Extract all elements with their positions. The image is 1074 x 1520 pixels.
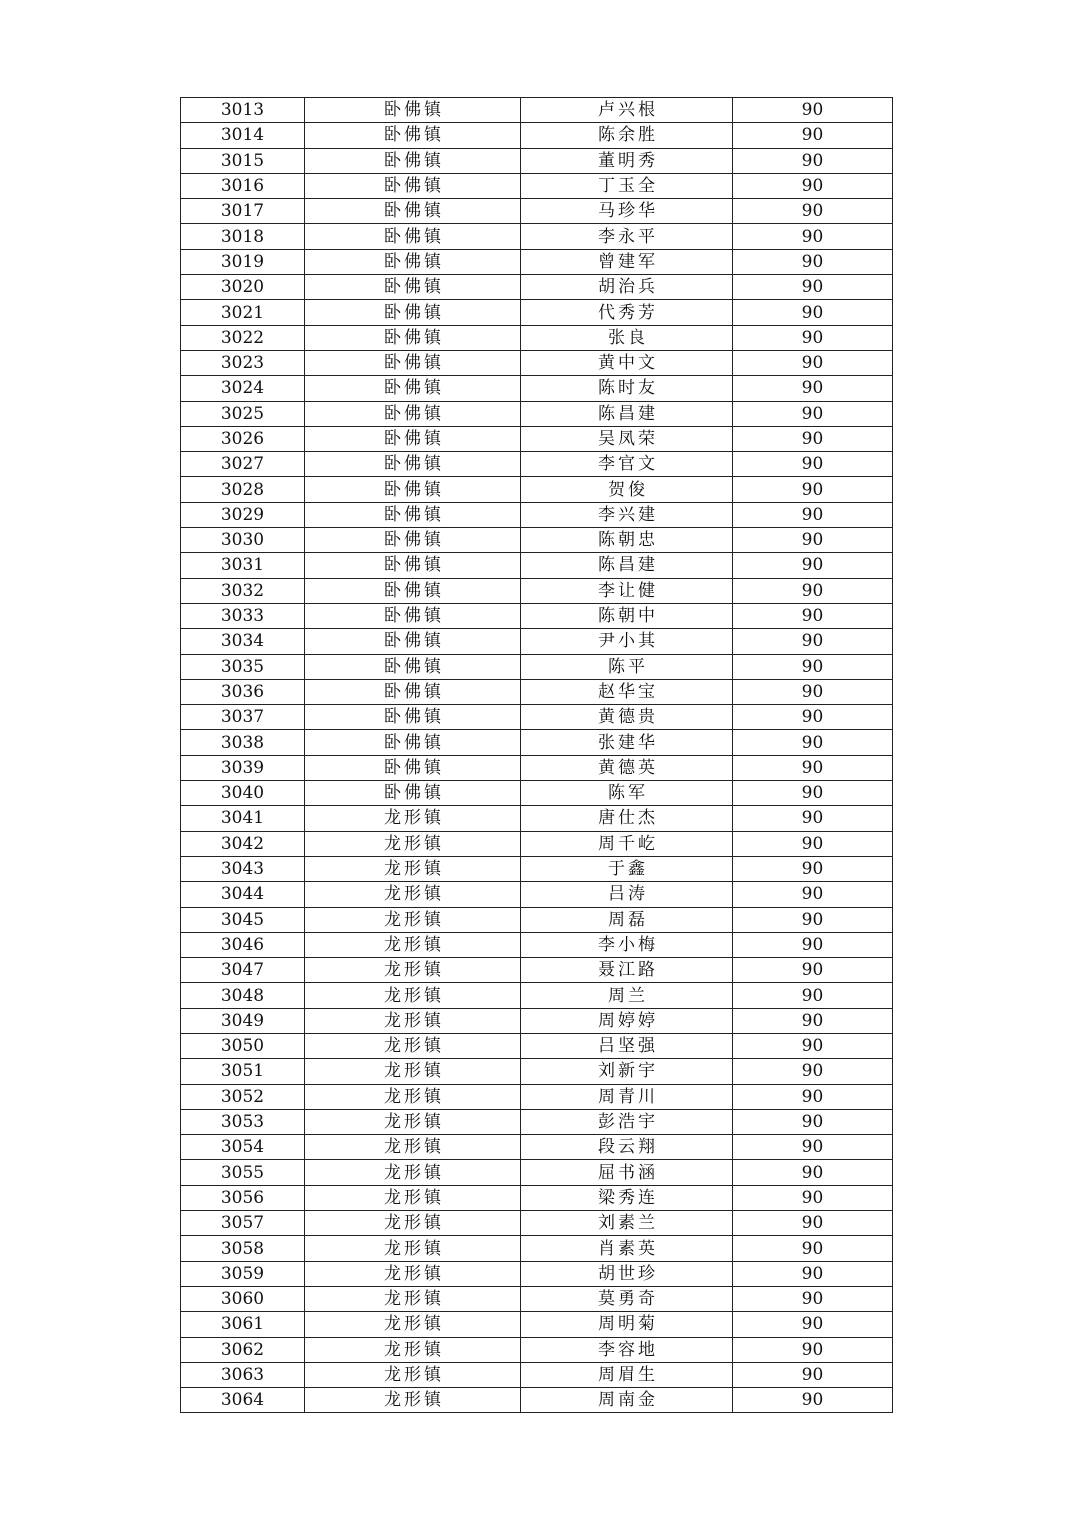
score-cell: 90 [733,502,893,527]
name-cell: 曾建军 [521,249,733,274]
name-cell: 周眉生 [521,1362,733,1387]
row-number-cell: 3042 [181,831,305,856]
score-cell: 90 [733,1135,893,1160]
row-number-cell: 3023 [181,350,305,375]
row-number-cell: 3063 [181,1362,305,1387]
table-row [181,1261,893,1286]
name-cell: 李兴建 [521,502,733,527]
name-cell: 于鑫 [521,856,733,881]
score-cell: 90 [733,350,893,375]
table-row [181,1059,893,1084]
table-row [181,856,893,881]
name-cell: 陈军 [521,781,733,806]
row-number-cell: 3014 [181,123,305,148]
table-row [181,578,893,603]
name-cell: 吴凤荣 [521,426,733,451]
score-cell: 90 [733,1109,893,1134]
town-cell: 龙形镇 [305,1312,521,1337]
row-number-cell: 3028 [181,477,305,502]
table-row [181,401,893,426]
name-cell: 黄德英 [521,755,733,780]
score-cell: 90 [733,1211,893,1236]
row-number-cell: 3059 [181,1261,305,1286]
name-cell: 卢兴根 [521,98,733,123]
score-cell: 90 [733,958,893,983]
town-cell: 卧佛镇 [305,426,521,451]
name-cell: 胡世珍 [521,1261,733,1286]
table-row [181,629,893,654]
name-cell: 胡治兵 [521,275,733,300]
score-cell: 90 [733,856,893,881]
name-cell: 黄德贵 [521,705,733,730]
score-cell: 90 [733,679,893,704]
town-cell: 卧佛镇 [305,173,521,198]
score-cell: 90 [733,249,893,274]
score-cell: 90 [733,781,893,806]
name-cell: 陈朝忠 [521,528,733,553]
name-cell: 周明菊 [521,1312,733,1337]
score-cell: 90 [733,1388,893,1413]
row-number-cell: 3048 [181,983,305,1008]
town-cell: 龙形镇 [305,856,521,881]
score-cell: 90 [733,1261,893,1286]
table-row [181,1337,893,1362]
town-cell: 卧佛镇 [305,502,521,527]
score-cell: 90 [733,755,893,780]
score-cell: 90 [733,1008,893,1033]
row-number-cell: 3047 [181,958,305,983]
score-cell: 90 [733,907,893,932]
table-row [181,1286,893,1311]
name-cell: 刘新宇 [521,1059,733,1084]
town-cell: 龙形镇 [305,1362,521,1387]
table-row [181,477,893,502]
score-cell: 90 [733,553,893,578]
name-cell: 周婷婷 [521,1008,733,1033]
score-cell: 90 [733,376,893,401]
town-cell: 龙形镇 [305,831,521,856]
name-cell: 尹小其 [521,629,733,654]
town-cell: 龙形镇 [305,1008,521,1033]
table-row [181,199,893,224]
name-cell: 肖素英 [521,1236,733,1261]
name-cell: 赵华宝 [521,679,733,704]
row-number-cell: 3022 [181,325,305,350]
table-row [181,528,893,553]
name-cell: 陈余胜 [521,123,733,148]
row-number-cell: 3020 [181,275,305,300]
name-cell: 周青川 [521,1084,733,1109]
score-cell: 90 [733,1236,893,1261]
table-row [181,275,893,300]
town-cell: 龙形镇 [305,1211,521,1236]
town-cell: 卧佛镇 [305,553,521,578]
town-cell: 卧佛镇 [305,98,521,123]
table-row [181,603,893,628]
row-number-cell: 3040 [181,781,305,806]
table-row [181,502,893,527]
table-row [181,1084,893,1109]
score-cell: 90 [733,983,893,1008]
town-cell: 卧佛镇 [305,275,521,300]
town-cell: 龙形镇 [305,1084,521,1109]
town-cell: 卧佛镇 [305,477,521,502]
table-row [181,932,893,957]
town-cell: 卧佛镇 [305,654,521,679]
town-cell: 卧佛镇 [305,528,521,553]
table-row [181,452,893,477]
table-row [181,882,893,907]
name-cell: 陈昌建 [521,401,733,426]
score-cell: 90 [733,1312,893,1337]
score-cell: 90 [733,528,893,553]
town-cell: 卧佛镇 [305,730,521,755]
score-cell: 90 [733,1362,893,1387]
name-cell: 李小梅 [521,932,733,957]
row-number-cell: 3016 [181,173,305,198]
name-cell: 陈昌建 [521,553,733,578]
name-cell: 聂江路 [521,958,733,983]
table-row [181,1211,893,1236]
row-number-cell: 3043 [181,856,305,881]
score-cell: 90 [733,654,893,679]
town-cell: 卧佛镇 [305,755,521,780]
table-row [181,1362,893,1387]
town-cell: 卧佛镇 [305,199,521,224]
row-number-cell: 3044 [181,882,305,907]
row-number-cell: 3049 [181,1008,305,1033]
town-cell: 龙形镇 [305,1337,521,1362]
row-number-cell: 3031 [181,553,305,578]
town-cell: 卧佛镇 [305,452,521,477]
score-cell: 90 [733,932,893,957]
name-cell: 李永平 [521,224,733,249]
row-number-cell: 3058 [181,1236,305,1261]
town-cell: 龙形镇 [305,932,521,957]
table-row [181,376,893,401]
town-cell: 卧佛镇 [305,300,521,325]
town-cell: 龙形镇 [305,1109,521,1134]
table-row [181,958,893,983]
name-cell: 马珍华 [521,199,733,224]
row-number-cell: 3015 [181,148,305,173]
table-body [181,98,893,1413]
row-number-cell: 3027 [181,452,305,477]
row-number-cell: 3032 [181,578,305,603]
row-number-cell: 3034 [181,629,305,654]
row-number-cell: 3017 [181,199,305,224]
row-number-cell: 3035 [181,654,305,679]
name-cell: 彭浩宇 [521,1109,733,1134]
row-number-cell: 3056 [181,1185,305,1210]
name-cell: 陈时友 [521,376,733,401]
row-number-cell: 3053 [181,1109,305,1134]
score-cell: 90 [733,730,893,755]
table-row [181,806,893,831]
name-cell: 唐仕杰 [521,806,733,831]
row-number-cell: 3051 [181,1059,305,1084]
score-cell: 90 [733,1033,893,1058]
score-cell: 90 [733,123,893,148]
score-cell: 90 [733,578,893,603]
table-row [181,730,893,755]
town-cell: 龙形镇 [305,1388,521,1413]
row-number-cell: 3062 [181,1337,305,1362]
row-number-cell: 3046 [181,932,305,957]
row-number-cell: 3013 [181,98,305,123]
row-number-cell: 3021 [181,300,305,325]
score-cell: 90 [733,629,893,654]
name-cell: 贺俊 [521,477,733,502]
row-number-cell: 3018 [181,224,305,249]
name-cell: 张良 [521,325,733,350]
town-cell: 龙形镇 [305,907,521,932]
score-cell: 90 [733,401,893,426]
score-cell: 90 [733,452,893,477]
table-row [181,1135,893,1160]
name-cell: 莫勇奇 [521,1286,733,1311]
name-cell: 吕涛 [521,882,733,907]
row-number-cell: 3041 [181,806,305,831]
table-row [181,654,893,679]
town-cell: 卧佛镇 [305,376,521,401]
row-number-cell: 3026 [181,426,305,451]
name-cell: 吕坚强 [521,1033,733,1058]
town-cell: 卧佛镇 [305,603,521,628]
score-cell: 90 [733,173,893,198]
town-cell: 卧佛镇 [305,325,521,350]
name-cell: 陈朝中 [521,603,733,628]
town-cell: 卧佛镇 [305,224,521,249]
table-row [181,1388,893,1413]
town-cell: 龙形镇 [305,1160,521,1185]
score-cell: 90 [733,275,893,300]
score-cell: 90 [733,806,893,831]
row-number-cell: 3036 [181,679,305,704]
row-number-cell: 3029 [181,502,305,527]
row-number-cell: 3030 [181,528,305,553]
town-cell: 卧佛镇 [305,148,521,173]
row-number-cell: 3050 [181,1033,305,1058]
score-cell: 90 [733,224,893,249]
town-cell: 卧佛镇 [305,249,521,274]
town-cell: 龙形镇 [305,1286,521,1311]
row-number-cell: 3045 [181,907,305,932]
name-cell: 刘素兰 [521,1211,733,1236]
town-cell: 卧佛镇 [305,578,521,603]
name-cell: 代秀芳 [521,300,733,325]
table-row [181,1185,893,1210]
name-cell: 李让健 [521,578,733,603]
table-row [181,350,893,375]
row-number-cell: 3061 [181,1312,305,1337]
town-cell: 卧佛镇 [305,705,521,730]
name-cell: 陈平 [521,654,733,679]
name-cell: 梁秀连 [521,1185,733,1210]
table-row [181,300,893,325]
table-row [181,1312,893,1337]
row-number-cell: 3037 [181,705,305,730]
name-cell: 屈书涵 [521,1160,733,1185]
score-cell: 90 [733,148,893,173]
score-cell: 90 [733,426,893,451]
table-row [181,123,893,148]
name-cell: 董明秀 [521,148,733,173]
score-cell: 90 [733,199,893,224]
table-row [181,98,893,123]
row-number-cell: 3039 [181,755,305,780]
score-cell: 90 [733,831,893,856]
table-row [181,983,893,1008]
row-number-cell: 3019 [181,249,305,274]
score-cell: 90 [733,1084,893,1109]
row-number-cell: 3055 [181,1160,305,1185]
table-row [181,679,893,704]
town-cell: 龙形镇 [305,1033,521,1058]
table-row [181,1033,893,1058]
town-cell: 卧佛镇 [305,350,521,375]
row-number-cell: 3060 [181,1286,305,1311]
row-number-cell: 3033 [181,603,305,628]
name-cell: 李官文 [521,452,733,477]
town-cell: 卧佛镇 [305,123,521,148]
table-row [181,831,893,856]
table-row [181,781,893,806]
score-cell: 90 [733,1059,893,1084]
score-cell: 90 [733,1286,893,1311]
score-cell: 90 [733,882,893,907]
table-row [181,1236,893,1261]
row-number-cell: 3064 [181,1388,305,1413]
table-row [181,249,893,274]
score-cell: 90 [733,98,893,123]
table-row [181,705,893,730]
town-cell: 龙形镇 [305,1135,521,1160]
row-number-cell: 3057 [181,1211,305,1236]
name-cell: 丁玉全 [521,173,733,198]
table-row [181,907,893,932]
name-cell: 周兰 [521,983,733,1008]
town-cell: 卧佛镇 [305,629,521,654]
town-cell: 龙形镇 [305,882,521,907]
row-number-cell: 3054 [181,1135,305,1160]
town-cell: 卧佛镇 [305,679,521,704]
name-cell: 周南金 [521,1388,733,1413]
town-cell: 卧佛镇 [305,781,521,806]
row-number-cell: 3025 [181,401,305,426]
table-row [181,755,893,780]
name-cell: 段云翔 [521,1135,733,1160]
table-row [181,1008,893,1033]
town-cell: 龙形镇 [305,1261,521,1286]
table-row [181,553,893,578]
town-cell: 龙形镇 [305,806,521,831]
table-row [181,325,893,350]
table-row [181,224,893,249]
table-row [181,173,893,198]
score-cell: 90 [733,603,893,628]
name-cell: 李容地 [521,1337,733,1362]
row-number-cell: 3024 [181,376,305,401]
records-table [180,97,893,1413]
town-cell: 龙形镇 [305,1236,521,1261]
name-cell: 周磊 [521,907,733,932]
score-cell: 90 [733,705,893,730]
name-cell: 周千屹 [521,831,733,856]
town-cell: 龙形镇 [305,958,521,983]
row-number-cell: 3052 [181,1084,305,1109]
score-cell: 90 [733,1185,893,1210]
table-row [181,148,893,173]
town-cell: 龙形镇 [305,983,521,1008]
table-row [181,426,893,451]
score-cell: 90 [733,325,893,350]
score-cell: 90 [733,477,893,502]
name-cell: 张建华 [521,730,733,755]
score-cell: 90 [733,1337,893,1362]
row-number-cell: 3038 [181,730,305,755]
name-cell: 黄中文 [521,350,733,375]
town-cell: 龙形镇 [305,1185,521,1210]
town-cell: 龙形镇 [305,1059,521,1084]
table-row [181,1160,893,1185]
table-row [181,1109,893,1134]
town-cell: 卧佛镇 [305,401,521,426]
score-cell: 90 [733,300,893,325]
score-cell: 90 [733,1160,893,1185]
